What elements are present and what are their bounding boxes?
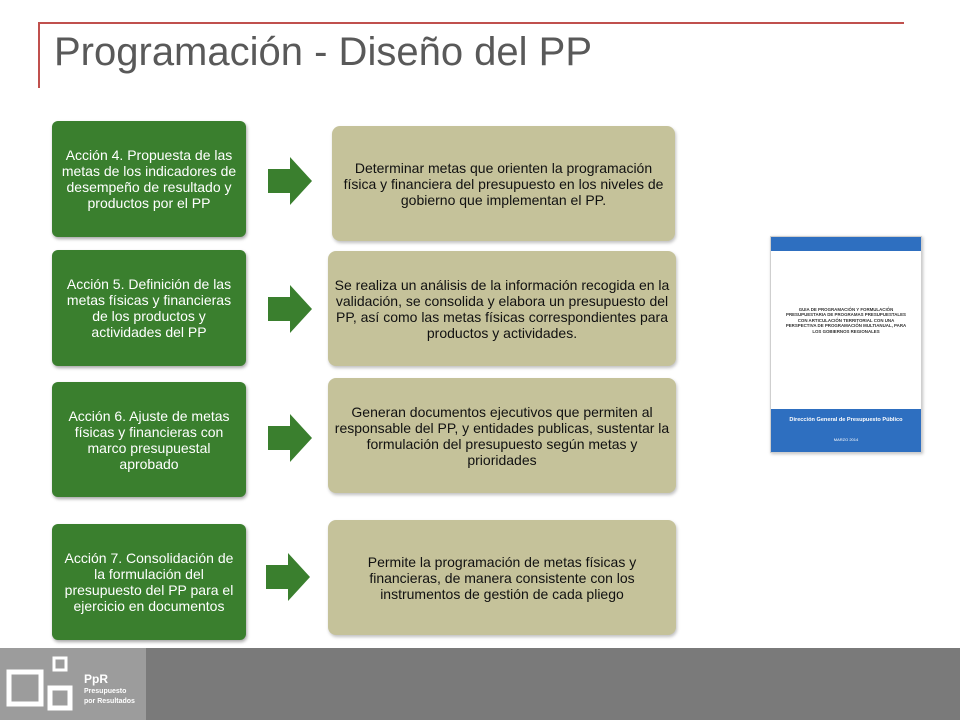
description-5-box xyxy=(328,251,676,366)
description-6-text: Generan documentos ejecutivos que permiten al responsable del PP, y entidades publicas, sustentar la formulación del presupuesto según metas y prioridades xyxy=(334,403,670,468)
side-accent-rule xyxy=(38,22,40,88)
ppr-logo xyxy=(0,648,146,720)
logo-line-1: Presupuesto xyxy=(84,688,127,695)
document-cover-image xyxy=(770,236,922,453)
ppr-squares-icon xyxy=(6,654,78,716)
action-7-text: Acción 7. Consolidación de la formulación del presupuesto del PP para el ejercicio en documentos xyxy=(64,550,234,614)
description-7-text: Permite la programación de metas físicas y financieras, de manera consistente con los instrumentos de gestión de cada pliego xyxy=(367,553,637,602)
logo-line-2: por Resultados xyxy=(84,698,135,705)
action-7-box xyxy=(52,524,246,640)
action-4-box xyxy=(52,121,246,237)
action-5-box xyxy=(52,250,246,366)
arrow-right-icon xyxy=(268,285,312,333)
cover-top-bar xyxy=(771,237,921,251)
cover-title: GUIA DE PROGRAMACIÓN Y FORMULACIÓN PRESUPUESTARIA DE PROGRAMAS PRESUPUESTALES CON ARTICULACIÓN TERRITORIAL CON UNA PERSPECTIVA DE PROGRAMACIÓN MULTIANUAL, PARA LOS GOBIERNOS REGIONALES xyxy=(785,307,907,334)
description-6-box xyxy=(328,378,676,493)
slide-title: Programación - Diseño del PP xyxy=(54,30,593,74)
action-5-text: Acción 5. Definición de las metas físicas y financieras de los productos y actividades del PP xyxy=(66,276,232,340)
top-accent-rule xyxy=(38,22,904,24)
arrow-right-icon xyxy=(268,414,312,462)
action-6-box xyxy=(52,382,246,497)
description-5-text: Se realiza un análisis de la información recogida en la validación, se consolida y elabora un presupuesto del PP, así como las metas físicas correspondientes para productos y actividades. xyxy=(334,276,670,341)
cover-agency: Dirección General de Presupuesto Público xyxy=(789,417,903,423)
action-4-text: Acción 4. Propuesta de las metas de los indicadores de desempeño de resultado y productos por el PP xyxy=(61,147,237,211)
arrow-right-icon xyxy=(266,553,310,601)
action-6-text: Acción 6. Ajuste de metas físicas y financieras con marco presupuestal aprobado xyxy=(68,407,230,472)
description-7-box xyxy=(328,520,676,635)
cover-band xyxy=(771,409,921,452)
description-4-text: Determinar metas que orienten la programación física y financiera del presupuesto en los niveles de gobierno que implementan el PP. xyxy=(343,159,664,208)
arrow-right-icon xyxy=(268,157,312,205)
description-4-box xyxy=(332,126,675,241)
cover-date: MARZO 2014 xyxy=(833,437,859,442)
footer-bar xyxy=(0,648,960,720)
logo-acronym: PpR xyxy=(84,672,108,686)
